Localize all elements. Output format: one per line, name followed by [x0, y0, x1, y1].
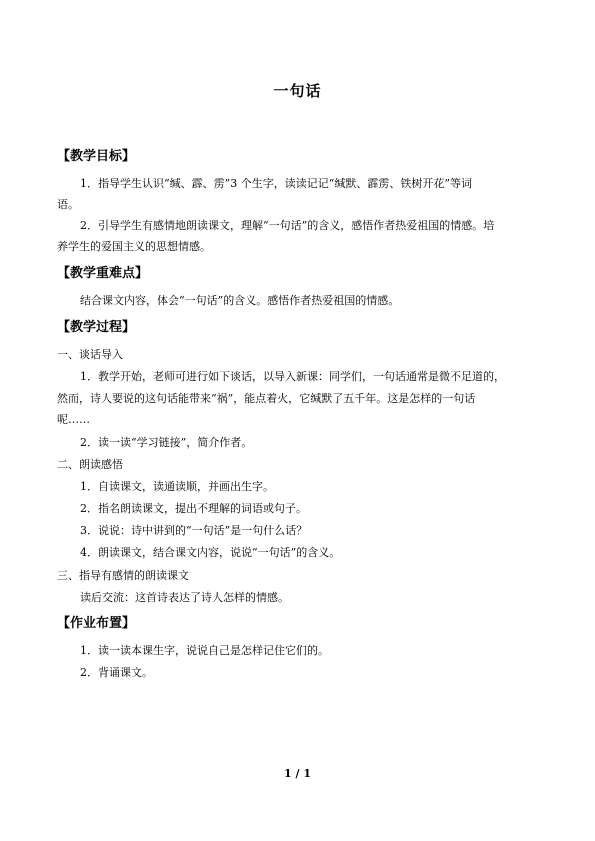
homework-line-1: 1．读一读本课生字，说说自己是怎样记住它们的。 [80, 644, 329, 657]
process-line-8: 2．指名朗读课文，提出不理解的词语或句子。 [80, 502, 307, 515]
process-line-12: 读后交流：这首诗表达了诗人怎样的情感。 [80, 591, 289, 604]
process-line-6: 二、朗读感悟 [57, 458, 123, 471]
section-heading-key-points: 【教学重难点】 [57, 266, 149, 281]
homework-line-2: 2．背诵课文。 [80, 666, 153, 679]
process-line-1: 一、谈话导入 [57, 348, 123, 361]
goals-line-1: 1．指导学生认识“缄、霹、雳”3 个生字，读读记记“缄默、霹雳、铁树开花”等词 [80, 177, 472, 190]
section-heading-homework: 【作业布置】 [57, 616, 136, 631]
goals-line-3: 2．引导学生有感情地朗读课文，理解“一句话”的含义，感悟作者热爱祖国的情感。培 [80, 219, 495, 232]
process-line-3: 然而，诗人要说的这句话能带来“祸”，能点着火，它缄默了五千年。这是怎样的一句话 [57, 392, 476, 405]
process-line-11: 三、指导有感情的朗读课文 [57, 569, 189, 582]
process-line-9: 3．说说：诗中讲到的“一句话”是一句什么话？ [80, 524, 308, 537]
goals-line-4: 养学生的爱国主义的思想情感。 [57, 240, 211, 253]
process-line-10: 4．朗读课文，结合课文内容，说说“一句话”的含义。 [80, 546, 341, 559]
process-line-2: 1．教学开始，老师可进行如下谈话，以导入新课：同学们，一句话通常是微不足道的， [80, 370, 505, 383]
process-line-7: 1．自读课文，读通读顺，并画出生字。 [80, 480, 274, 493]
process-line-4: 呢…… [57, 413, 90, 426]
goals-line-2: 语。 [57, 198, 79, 211]
process-line-5: 2．读一读“学习链接”，简介作者。 [80, 436, 253, 449]
document-title: 一句话 [273, 82, 322, 100]
page-number: 1 / 1 [284, 767, 311, 780]
section-heading-goals: 【教学目标】 [57, 149, 136, 164]
section-heading-process: 【教学过程】 [57, 320, 136, 335]
key-points-line-1: 结合课文内容，体会“一句话”的含义。感悟作者热爱祖国的情感。 [80, 294, 400, 307]
